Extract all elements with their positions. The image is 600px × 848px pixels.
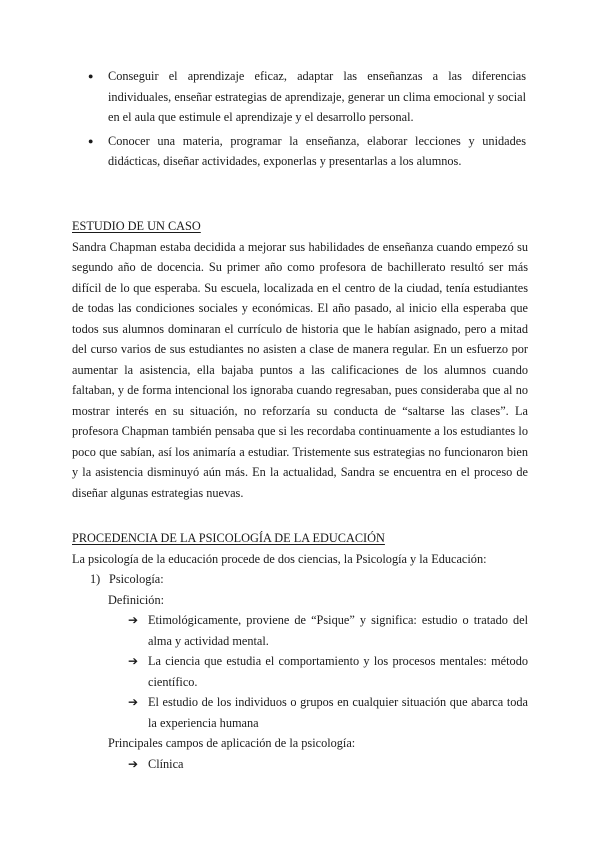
list-item — [128, 651, 528, 692]
definitions-list — [72, 610, 528, 733]
fields-label: Principales campos de aplicación de la psicología: — [108, 736, 356, 750]
arrow-right-icon: ➔ — [128, 654, 139, 668]
objectives-list — [86, 66, 526, 175]
arrow-right-icon: ➔ — [128, 756, 139, 771]
list-item — [86, 66, 526, 128]
list-item-text: La ciencia que estudia el comportamiento y los procesos mentales: método científico. — [148, 654, 528, 689]
list-item-text: Clínica — [148, 756, 184, 771]
arrow-right-icon: ➔ — [128, 695, 139, 709]
case-study-heading: ESTUDIO DE UN CASO — [72, 219, 201, 233]
origin-heading: PROCEDENCIA DE LA PSICOLOGÍA DE LA EDUCACIÓN — [72, 531, 385, 545]
numbered-item-psychology — [72, 569, 528, 590]
list-item-text: Conseguir el aprendizaje eficaz, adaptar las enseñanzas a las diferencias individuales, enseñar estrategias de aprendizaje, generar un clima emocional y social en el aula que estimule el aprendizaje y el desarrollo personal. — [108, 69, 526, 124]
bullet-icon: ● — [88, 135, 94, 146]
item-number: 1) — [90, 572, 101, 586]
bullet-icon: ● — [88, 71, 94, 81]
case-study-section — [72, 216, 528, 503]
definition-label: Definición: — [108, 592, 165, 607]
list-item — [128, 610, 528, 651]
fields-list — [72, 754, 528, 775]
list-item-text: El estudio de los individuos o grupos en cualquier situación que abarca toda la experiencia humana — [148, 695, 528, 730]
list-item — [128, 754, 528, 775]
arrow-right-icon: ➔ — [128, 613, 139, 627]
item-label: Psicología: — [109, 572, 164, 586]
list-item-text: Conocer una materia, programar la enseñanza, elaborar lecciones y unidades didácticas, diseñar actividades, exponerlas y presentarlas a los alumnos. — [108, 133, 526, 168]
origin-section — [72, 528, 528, 774]
case-study-body: Sandra Chapman estaba decidida a mejorar sus habilidades de enseñanza cuando empezó su segundo año de docencia. Su primer año como profesora de bachillerato resultó ser más difícil de lo que esperaba. Su escuela, localizada en el centro de la ciudad, tenía estudiantes de todas las condiciones sociales y económicas. El año pasado, al inicio ella esperaba que todos sus alumnos dominaran el currículo de historia que le habían asignado, pero a mitad del curso varios de sus estudiantes no asisten a clase de manera regular. En un esfuerzo por aumentar la asistencia, ella bajaba puntos a las calificaciones de los alumnos cuando faltaban, y de forma intencional los ignoraba cuando regresaban, pues consideraba que al no mostrar interés en su situación, no reforzaría su conducta de “saltarse las clases”. La profesora Chapman también pensaba que si les recordaba continuamente a los estudiantes lo poco que sabían, así los animaría a estudiar. Tristemente sus estrategias no funcionaron bien y la asistencia disminuyó aún más. En la actualidad, Sandra se encuentra en el proceso de diseñar algunas estrategias nuevas. — [72, 239, 528, 500]
list-item — [86, 131, 526, 172]
list-item-text: Etimológicamente, proviene de “Psique” y significa: estudio o tratado del alma y actividad mental. — [148, 613, 528, 648]
list-item — [128, 692, 528, 733]
origin-intro: La psicología de la educación procede de dos ciencias, la Psicología y la Educación: — [72, 551, 487, 566]
